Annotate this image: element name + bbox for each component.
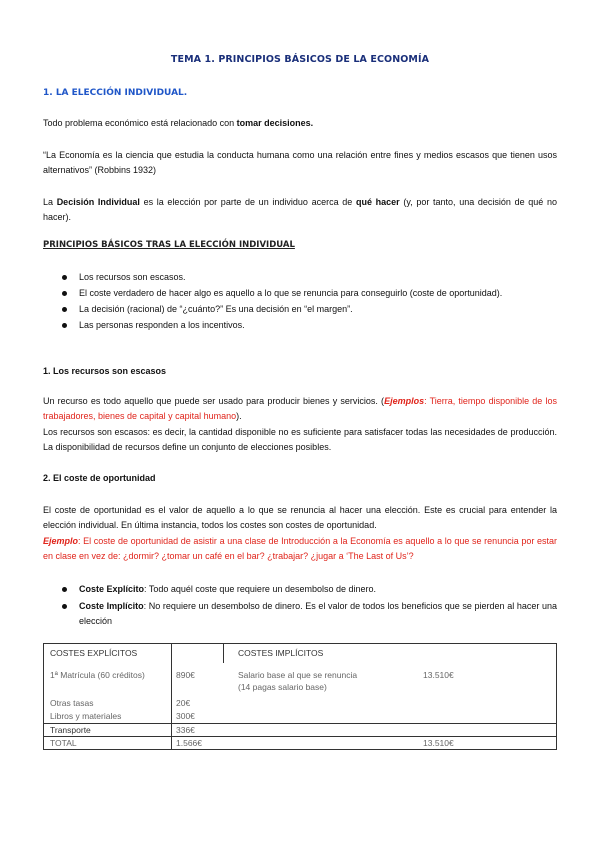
explicit-cost-term: Coste Explícito (79, 584, 145, 594)
table-cell-total-label: TOTAL (50, 738, 77, 748)
scarcity-paragraph: Los recursos son escasos: es decir, la cantidad disponible no es suficiente para satisfacer todas las necesidades de producción. La disponibilidad de recursos define un conjunto de elecciones posibles. (43, 427, 557, 452)
resources-paragraph (43, 394, 557, 424)
table-cell-total-value: 1.566€ (176, 738, 202, 748)
implicit-cost-term: Coste Implícito (79, 601, 144, 611)
examples-text: : Tierra, tiempo disponible de los trabajadores, bienes de capital y capital humano (43, 396, 557, 421)
list-item: Los recursos son escasos. (61, 269, 561, 285)
implicit-cost-text: : No requiere un desembolso de dinero. Es el valor de todos los beneficios que se pierden al hacer una elección (79, 601, 557, 626)
page-title: TEMA 1. PRINCIPIOS BÁSICOS DE LA ECONOMÍA (170, 54, 430, 65)
costs-table (43, 643, 557, 750)
example-label: Ejemplo (43, 536, 79, 546)
subheading-opportunity-cost: 2. El coste de oportunidad (43, 473, 156, 483)
table-cell-value: 20€ (176, 698, 191, 708)
principles-heading: PRINCIPIOS BÁSICOS TRAS LA ELECCIÓN INDIVIDUAL (43, 240, 295, 250)
table-border-bottom (43, 749, 557, 750)
table-header-explicit: COSTES EXPLÍCITOS (50, 648, 138, 658)
list-item: El coste verdadero de hacer algo es aquello a lo que se renuncia para conseguirlo (coste de oportunidad). (61, 285, 561, 301)
intro-text: Todo problema económico está relacionado con (43, 118, 237, 128)
definition-text-end: (y, por tanto, una decisión de qué no hacer). (43, 197, 557, 222)
table-cell-label: 1ª Matrícula (60 créditos) (50, 670, 145, 680)
list-item: La decisión (racional) de “¿cuánto?” Es una decisión en “el margen”. (61, 301, 561, 317)
table-cell-label: Otras tasas (50, 698, 94, 708)
definition-paragraph (43, 195, 557, 225)
list-item (61, 599, 557, 629)
resources-text: Un recurso es todo aquello que puede ser usado para producir bienes y servicios. ( (43, 396, 385, 406)
table-cell-implicit-label: Salario base al que se renuncia (238, 670, 358, 680)
resources-text-end: ). (236, 411, 242, 421)
examples-label: Ejemplos (384, 396, 425, 406)
principles-list (61, 269, 561, 333)
table-divider (43, 723, 557, 724)
opportunity-paragraph: El coste de oportunidad es el valor de aquello a lo que se renuncia al hacer una elección. Este es crucial para entender la elección individual. En última instancia, todos los costes son costes de oportunidad. (43, 505, 557, 530)
definition-bold-term: Decisión Individual (56, 197, 140, 207)
table-cell-implicit-label-2: (14 pagas salario base) (238, 682, 327, 692)
example-text: : El coste de oportunidad de asistir a una clase de Introducción a la Economía es aquello a lo que se renuncia por estar en clase en vez de: ¿dormir? ¿tomar un café en el bar? ¿trabajar? ¿jugar a ‘The Last of Us’? (43, 536, 557, 561)
table-cell-label: Libros y materiales (50, 711, 122, 721)
cost-types-list (61, 582, 557, 629)
table-border-left (43, 643, 44, 750)
table-border-top (43, 643, 557, 644)
table-cell-value: 890€ (176, 670, 195, 680)
robbins-quote: “La Economía es la ciencia que estudia la conducta humana como una relación entre fines y medios escasos que tienen usos alternativos” (Robbins 1932) (43, 150, 557, 175)
intro-paragraph (43, 116, 557, 131)
table-cell-implicit-value: 13.510€ (423, 670, 454, 680)
explicit-cost-text: : Todo aquél coste que requiere un desembolso de dinero. (144, 584, 377, 594)
definition-text: La (43, 197, 57, 207)
table-cell-label: Transporte (50, 725, 91, 735)
table-column-divider (223, 643, 224, 663)
table-border-right (556, 643, 557, 750)
list-item (61, 582, 557, 597)
table-cell-value: 336€ (176, 725, 195, 735)
table-divider (43, 736, 557, 737)
subheading-scarce-resources: 1. Los recursos son escasos (43, 366, 167, 376)
table-column-divider (171, 643, 172, 750)
table-cell-value: 300€ (176, 711, 195, 721)
definition-text-mid: es la elección por parte de un individuo acerca de (139, 197, 356, 207)
list-item: Las personas responden a los incentivos. (61, 317, 561, 333)
opportunity-example (43, 534, 557, 564)
table-cell-implicit-total: 13.510€ (423, 738, 454, 748)
section-heading-individual-choice: 1. LA ELECCIÓN INDIVIDUAL. (43, 88, 188, 98)
intro-bold-text: tomar decisiones. (236, 118, 314, 128)
table-header-implicit: COSTES IMPLÍCITOS (238, 648, 324, 658)
definition-bold-term-2: qué hacer (355, 197, 400, 207)
